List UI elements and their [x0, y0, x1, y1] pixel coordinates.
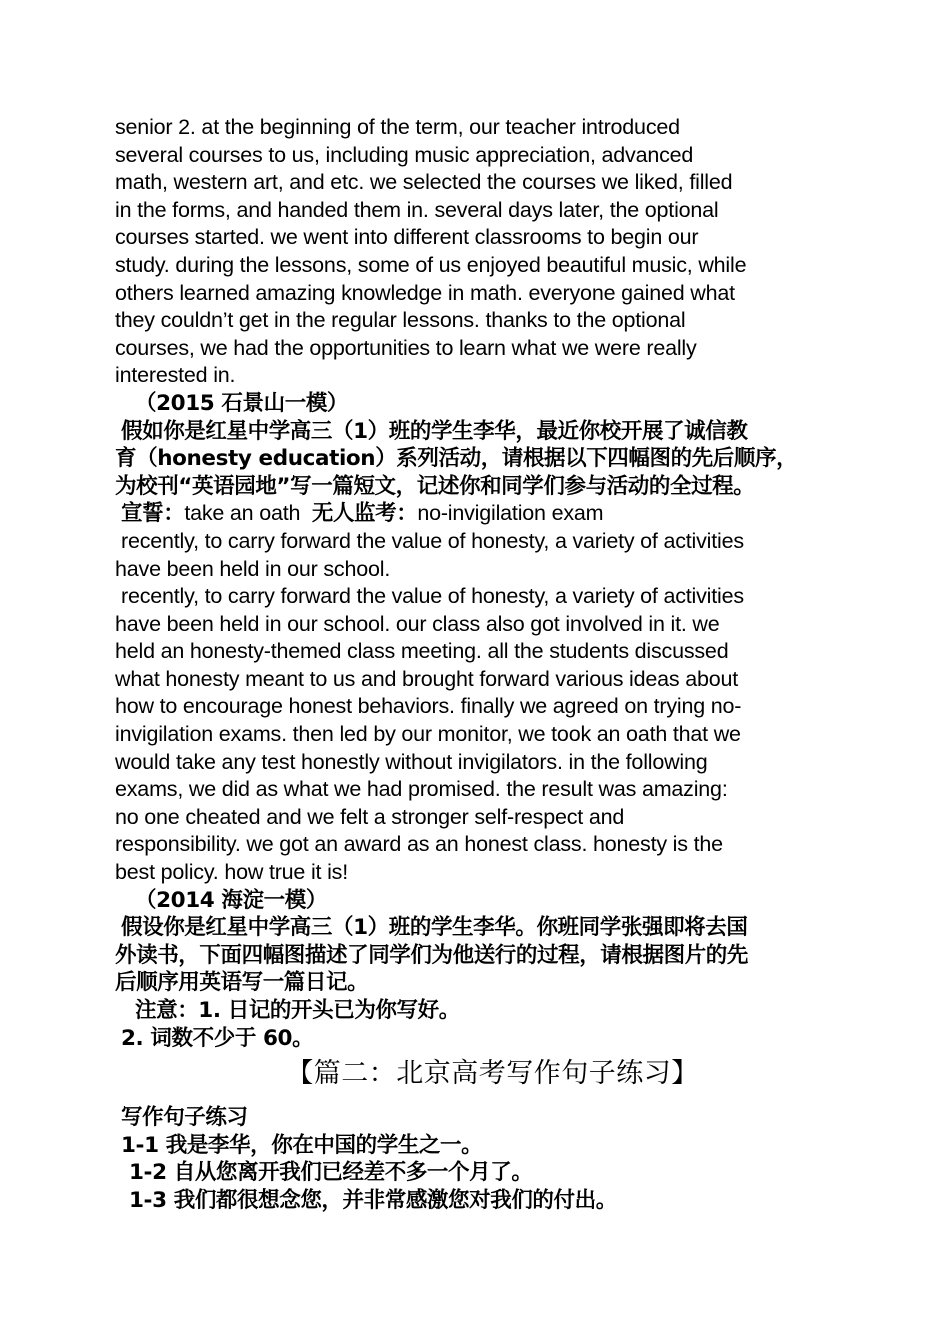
vocab-label: 无人监考： [311, 501, 418, 527]
question-2015 [115, 390, 840, 887]
essay-line: exams, we did as what we had promised. the result was amazing: [115, 777, 728, 802]
text-line: math, western art, and etc. we selected the courses we liked, filled [115, 170, 733, 195]
essay-line: recently, to carry forward the value of honesty, a variety of activities [121, 584, 744, 609]
text-line: they couldn’t get in the regular lessons. thanks to the optional [115, 308, 686, 333]
prompt-line: 后顺序用英语写一篇日记。 [115, 970, 369, 996]
question-source: （2015 石景山一模） [135, 390, 349, 416]
opening-line: recently, to carry forward the value of honesty, a variety of activities [121, 528, 744, 553]
text-line: senior 2. at the beginning of the term, our teacher introduced [115, 115, 680, 139]
essay-line: responsibility. we got an award as an honest class. honesty is the [115, 832, 723, 857]
prompt-line: 假设你是红星中学高三（1）班的学生李华。你班同学张强即将去国 [121, 915, 748, 941]
practice-item: 1-1 我是李华，你在中国的学生之一。 [121, 1132, 483, 1158]
prompt-line: 为校刊“英语园地”写一篇短文，记述你和同学们参与活动的全过程。 [115, 473, 755, 499]
vocab-value: take an oath [184, 501, 301, 526]
essay-line: no one cheated and we felt a stronger self-respect and [115, 804, 625, 829]
prompt-line: 育（honesty education）系列活动，请根据以下四幅图的先后顺序， [115, 446, 798, 472]
vocab-line [115, 500, 840, 528]
prompt-line: 假如你是红星中学高三（1）班的学生李华，最近你校开展了诚信教 [121, 418, 748, 444]
note-line: 注意：1. 日记的开头已为你写好。 [135, 998, 460, 1023]
note-line: 2. 词数不少于 60。 [121, 1025, 314, 1051]
question-2014 [115, 887, 840, 1053]
section-title: 【篇二：北京高考写作句子练习】 [286, 1058, 699, 1090]
vocab-value: no-invigilation exam [417, 501, 604, 526]
essay-line: have been held in our school. our class also got involved in it. we [115, 611, 720, 636]
essay-line: what honesty meant to us and brought forward various ideas about [115, 666, 739, 691]
prompt-line: 外读书，下面四幅图描述了同学们为他送行的过程，请根据图片的先 [115, 942, 749, 968]
essay-line: would take any test honestly without invigilators. in the following [115, 749, 708, 774]
text-line: several courses to us, including music appreciation, advanced [115, 142, 694, 167]
essay-line: invigilation exams. then led by our monitor, we took an oath that we [115, 722, 741, 747]
essay-line: how to encourage honest behaviors. finally we agreed on trying no- [115, 694, 742, 719]
section-2 [115, 1052, 840, 1214]
text-line: interested in. [115, 363, 236, 388]
section-heading: 写作句子练习 [121, 1105, 248, 1131]
text-line: others learned amazing knowledge in math. everyone gained what [115, 280, 735, 305]
essay-line: held an honesty-themed class meeting. all the students discussed [115, 639, 729, 664]
question-source: （2014 海淀一模） [135, 887, 327, 913]
text-line: in the forms, and handed them in. several days later, the optional [115, 197, 719, 222]
essay-line: best policy. how true it is! [115, 860, 348, 885]
opening-line: have been held in our school. [115, 556, 391, 581]
practice-item: 1-2 自从您离开我们已经差不多一个月了。 [129, 1160, 533, 1186]
text-line: courses started. we went into different classrooms to begin our [115, 225, 699, 250]
text-line: courses, we had the opportunities to learn what we were really [115, 335, 697, 360]
essay-1 [115, 114, 840, 390]
practice-item: 1-3 我们都很想念您，并非常感激您对我们的付出。 [129, 1187, 617, 1213]
vocab-label: 宣誓： [121, 501, 185, 527]
document-content [115, 114, 840, 1215]
text-line: study. during the lessons, some of us enjoyed beautiful music, while [115, 252, 747, 277]
